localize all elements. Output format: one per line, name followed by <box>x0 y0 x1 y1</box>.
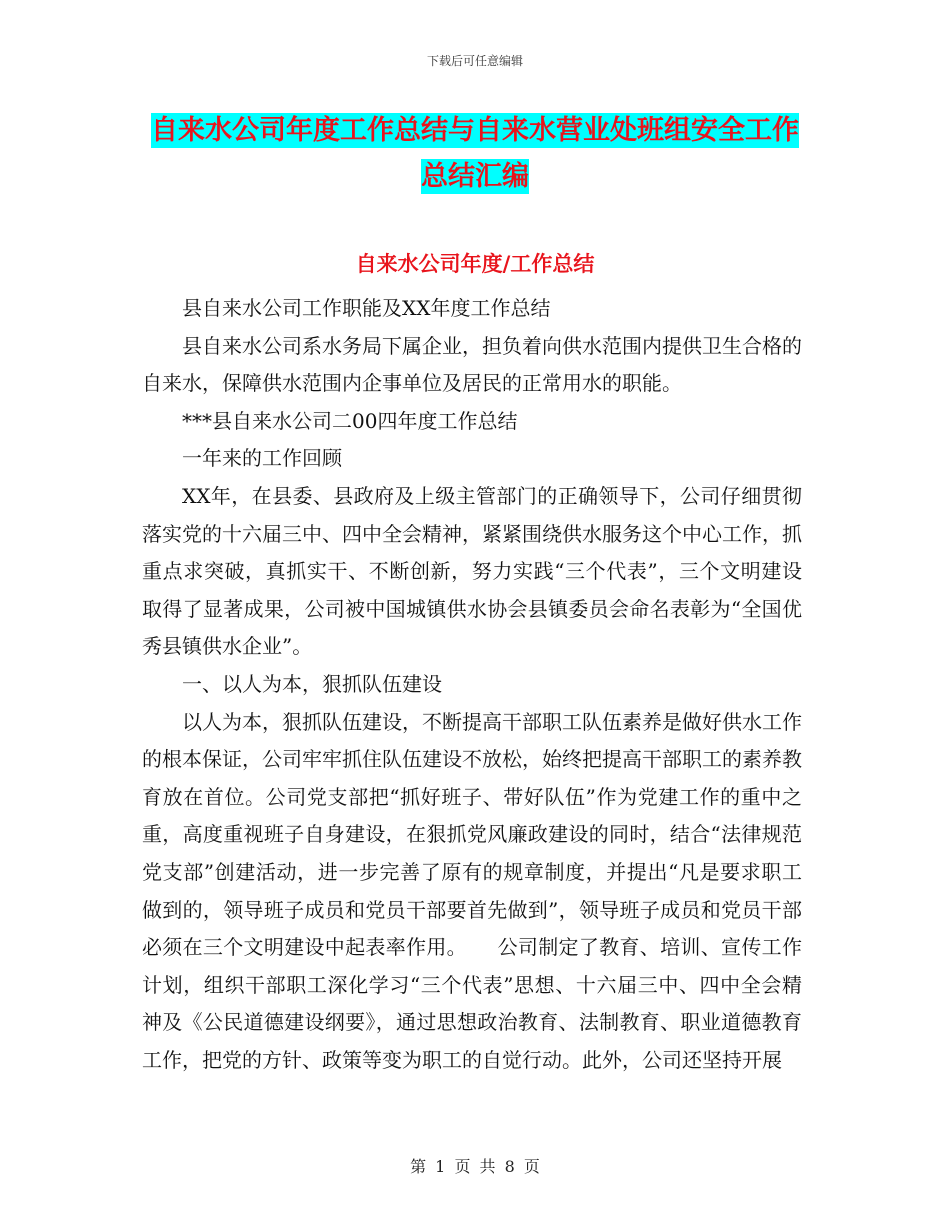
paragraph: 县自来水公司工作职能及XX年度工作总结 <box>182 296 551 320</box>
paragraph: 县自来水公司系水务局下属企业，担负着向供水范围内提供卫生合格的自来水，保障供水范围内企事单位及居民的正常用水的职能。 <box>142 333 802 396</box>
section-title: 自来水公司年度/工作总结 <box>355 252 595 276</box>
page-number-footer: 第 1 页 共 8 页 <box>410 1157 540 1176</box>
document-title <box>145 108 805 200</box>
page-header-note: 下载后可任意编辑 <box>426 54 523 68</box>
document-title-text: 自来水公司年度工作总结与自来水营业处班组安全工作总结汇编 <box>151 115 799 192</box>
paragraph: 一年来的工作回顾 <box>182 446 342 471</box>
paragraph: 以人为本，狠抓队伍建设，不断提高干部职工队伍素养是做好供水工作的根本保证，公司牢牢抓住队伍建设不放松，始终把提高干部职工的素养教育放在首位。公司党支部把“抓好班子、带好队伍”作为党建工作的重中之重，高度重视班子自身建设，在狠抓党风廉政建设的同时，结合“法律规范党支部”创建活动，进一步完善了原有的规章制度，并提出“凡是要求职工做到的，领导班子成员和党员干部要首先做到”，领导班子成员和党员干部必须在三个文明建设中起表率作用。 公司制定了教育、培训、宣传工作计划，组织干部职工深化学习“三个代表”思想、十六届三中、四中全会精神及《公民道德建设纲要》，通过思想政治教育、法制教育、职业道德教育工作，把党的方针、政策等变为职工的自觉行动。此外，公司还坚持开展 <box>142 709 802 1072</box>
paragraph: 一、以人为本，狠抓队伍建设 <box>182 671 442 696</box>
paragraph: XX年，在县委、县政府及上级主管部门的正确领导下，公司仔细贯彻落实党的十六届三中、四中全会精神，紧紧围绕供水服务这个中心工作，抓重点求突破，真抓实干、不断创新，努力实践“三个代表”，三个文明建设取得了显著成果，公司被中国城镇供水协会县镇委员会命名表彰为“全国优秀县镇供水企业”。 <box>142 483 802 659</box>
document-body <box>142 290 802 1079</box>
paragraph: ***县自来水公司二00四年度工作总结 <box>182 408 518 433</box>
